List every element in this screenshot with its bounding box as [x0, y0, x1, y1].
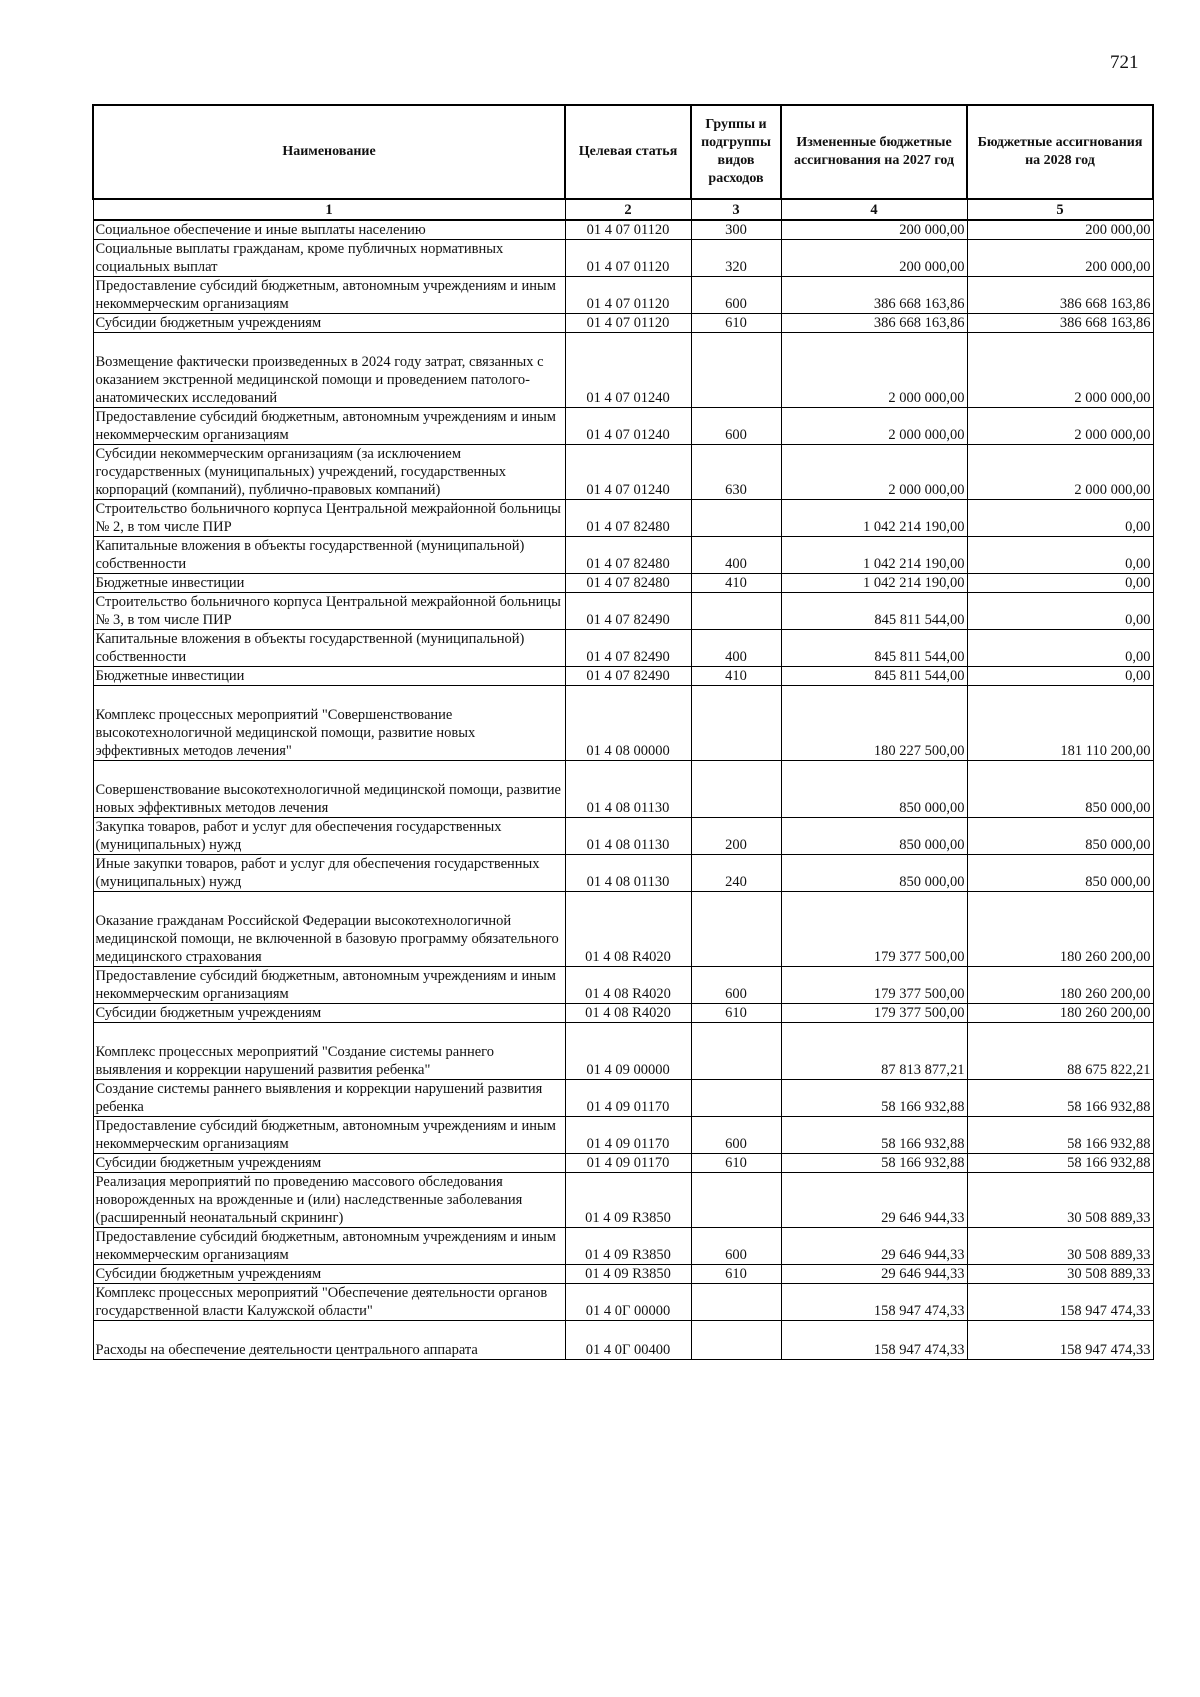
row-group-code: 400 — [691, 537, 781, 574]
row-amount-2028: 180 260 200,00 — [967, 892, 1153, 967]
row-amount-2028: 180 260 200,00 — [967, 967, 1153, 1004]
table-row — [93, 1117, 1153, 1154]
row-amount-2027: 179 377 500,00 — [781, 1004, 967, 1023]
row-name: Бюджетные инвестиции — [93, 667, 565, 686]
row-amount-2028: 58 166 932,88 — [967, 1154, 1153, 1173]
row-amount-2027: 850 000,00 — [781, 855, 967, 892]
row-target-code: 01 4 0Г 00400 — [565, 1321, 691, 1360]
row-target-code: 01 4 07 01240 — [565, 408, 691, 445]
row-name: Оказание гражданам Российской Федерации высокотехнологичной медицинской помощи, не включенной в базовую программу обязательного медицинского страхования — [93, 892, 565, 967]
row-amount-2028: 30 508 889,33 — [967, 1265, 1153, 1284]
row-name: Закупка товаров, работ и услуг для обеспечения государственных (муниципальных) нужд — [93, 818, 565, 855]
row-target-code: 01 4 07 01120 — [565, 277, 691, 314]
row-target-code: 01 4 09 00000 — [565, 1023, 691, 1080]
row-amount-2028: 158 947 474,33 — [967, 1321, 1153, 1360]
header-2027: Измененные бюджетные ассигнования на 2027 год — [781, 105, 967, 199]
row-amount-2028: 2 000 000,00 — [967, 445, 1153, 500]
row-amount-2027: 58 166 932,88 — [781, 1080, 967, 1117]
row-amount-2028: 88 675 822,21 — [967, 1023, 1153, 1080]
row-target-code: 01 4 07 01120 — [565, 314, 691, 333]
row-name: Реализация мероприятий по проведению массового обследования новорожденных на врожденные и (или) наследственные заболевания (расширенный неонатальный скрининг) — [93, 1173, 565, 1228]
row-target-code: 01 4 07 82490 — [565, 630, 691, 667]
column-number: 2 — [565, 199, 691, 220]
row-amount-2028: 58 166 932,88 — [967, 1080, 1153, 1117]
table-row — [93, 1154, 1153, 1173]
table-row — [93, 593, 1153, 630]
table-row — [93, 967, 1153, 1004]
budget-table — [92, 104, 1154, 1360]
row-name: Строительство больничного корпуса Центральной межрайонной больницы № 2, в том числе ПИР — [93, 500, 565, 537]
row-amount-2028: 158 947 474,33 — [967, 1284, 1153, 1321]
row-name: Строительство больничного корпуса Центральной межрайонной больницы № 3, в том числе ПИР — [93, 593, 565, 630]
row-name: Капитальные вложения в объекты государственной (муниципальной) собственности — [93, 537, 565, 574]
row-name: Капитальные вложения в объекты государственной (муниципальной) собственности — [93, 630, 565, 667]
table-row — [93, 1321, 1153, 1360]
row-amount-2027: 180 227 500,00 — [781, 686, 967, 761]
table-row — [93, 445, 1153, 500]
row-name: Комплекс процессных мероприятий "Обеспечение деятельности органов государственной власти Калужской области" — [93, 1284, 565, 1321]
row-amount-2028: 58 166 932,88 — [967, 1117, 1153, 1154]
row-name: Субсидии бюджетным учреждениям — [93, 1154, 565, 1173]
row-amount-2027: 850 000,00 — [781, 761, 967, 818]
row-amount-2027: 2 000 000,00 — [781, 445, 967, 500]
row-name: Субсидии некоммерческим организациям (за исключением государственных (муниципальных) учреждений, государственных корпораций (компаний), публично-правовых компаний) — [93, 445, 565, 500]
row-group-code: 400 — [691, 630, 781, 667]
row-amount-2027: 1 042 214 190,00 — [781, 500, 967, 537]
column-number-row — [93, 199, 1153, 220]
row-amount-2028: 200 000,00 — [967, 240, 1153, 277]
table-row — [93, 277, 1153, 314]
row-group-code: 240 — [691, 855, 781, 892]
row-group-code: 610 — [691, 1154, 781, 1173]
row-amount-2028: 30 508 889,33 — [967, 1173, 1153, 1228]
table-row — [93, 537, 1153, 574]
row-amount-2028: 0,00 — [967, 500, 1153, 537]
row-amount-2027: 1 042 214 190,00 — [781, 537, 967, 574]
row-group-code — [691, 593, 781, 630]
row-name: Субсидии бюджетным учреждениям — [93, 314, 565, 333]
row-target-code: 01 4 08 01130 — [565, 761, 691, 818]
row-amount-2027: 2 000 000,00 — [781, 333, 967, 408]
row-amount-2027: 87 813 877,21 — [781, 1023, 967, 1080]
row-target-code: 01 4 07 82480 — [565, 574, 691, 593]
table-row — [93, 1228, 1153, 1265]
row-target-code: 01 4 08 R4020 — [565, 892, 691, 967]
row-amount-2028: 0,00 — [967, 593, 1153, 630]
row-amount-2027: 158 947 474,33 — [781, 1284, 967, 1321]
row-name: Предоставление субсидий бюджетным, автономным учреждениям и иным некоммерческим организациям — [93, 1117, 565, 1154]
row-amount-2028: 386 668 163,86 — [967, 277, 1153, 314]
row-name: Предоставление субсидий бюджетным, автономным учреждениям и иным некоммерческим организациям — [93, 967, 565, 1004]
table-row — [93, 408, 1153, 445]
row-amount-2027: 58 166 932,88 — [781, 1154, 967, 1173]
table-row — [93, 761, 1153, 818]
row-amount-2028: 180 260 200,00 — [967, 1004, 1153, 1023]
row-target-code: 01 4 08 R4020 — [565, 1004, 691, 1023]
row-name: Комплекс процессных мероприятий "Совершенствование высокотехнологичной медицинской помощи, развитие новых эффективных методов лечения" — [93, 686, 565, 761]
table-row — [93, 314, 1153, 333]
table-row — [93, 855, 1153, 892]
row-amount-2027: 386 668 163,86 — [781, 314, 967, 333]
table-row — [93, 333, 1153, 408]
row-amount-2028: 200 000,00 — [967, 220, 1153, 240]
row-target-code: 01 4 07 01240 — [565, 333, 691, 408]
row-target-code: 01 4 09 R3850 — [565, 1265, 691, 1284]
row-name: Предоставление субсидий бюджетным, автономным учреждениям и иным некоммерческим организациям — [93, 408, 565, 445]
row-group-code — [691, 1080, 781, 1117]
row-name: Создание системы раннего выявления и коррекции нарушений развития ребенка — [93, 1080, 565, 1117]
row-amount-2027: 386 668 163,86 — [781, 277, 967, 314]
row-group-code: 300 — [691, 220, 781, 240]
row-group-code — [691, 761, 781, 818]
row-amount-2028: 0,00 — [967, 630, 1153, 667]
row-amount-2028: 2 000 000,00 — [967, 408, 1153, 445]
table-row — [93, 500, 1153, 537]
row-amount-2027: 845 811 544,00 — [781, 630, 967, 667]
row-amount-2028: 2 000 000,00 — [967, 333, 1153, 408]
row-group-code — [691, 1321, 781, 1360]
row-group-code: 600 — [691, 408, 781, 445]
row-group-code — [691, 333, 781, 408]
row-amount-2027: 179 377 500,00 — [781, 967, 967, 1004]
row-target-code: 01 4 07 01120 — [565, 240, 691, 277]
header-name: Наименование — [93, 105, 565, 199]
column-number: 4 — [781, 199, 967, 220]
row-group-code: 410 — [691, 667, 781, 686]
row-target-code: 01 4 07 01240 — [565, 445, 691, 500]
column-number: 1 — [93, 199, 565, 220]
row-amount-2028: 850 000,00 — [967, 855, 1153, 892]
row-amount-2028: 0,00 — [967, 667, 1153, 686]
row-group-code: 600 — [691, 967, 781, 1004]
row-target-code: 01 4 07 82480 — [565, 537, 691, 574]
row-amount-2027: 158 947 474,33 — [781, 1321, 967, 1360]
row-amount-2027: 179 377 500,00 — [781, 892, 967, 967]
page-number: 721 — [1110, 52, 1139, 73]
header-groups: Группы и подгруппы видов расходов — [691, 105, 781, 199]
row-name: Социальное обеспечение и иные выплаты населению — [93, 220, 565, 240]
header-2028: Бюджетные ассигнования на 2028 год — [967, 105, 1153, 199]
row-amount-2028: 386 668 163,86 — [967, 314, 1153, 333]
table-row — [93, 1173, 1153, 1228]
row-amount-2027: 29 646 944,33 — [781, 1173, 967, 1228]
table-row — [93, 667, 1153, 686]
row-target-code: 01 4 07 01120 — [565, 220, 691, 240]
table-row — [93, 630, 1153, 667]
table-row — [93, 220, 1153, 240]
table-row — [93, 1080, 1153, 1117]
column-number: 3 — [691, 199, 781, 220]
row-amount-2027: 29 646 944,33 — [781, 1228, 967, 1265]
row-group-code — [691, 686, 781, 761]
column-number: 5 — [967, 199, 1153, 220]
table-row — [93, 818, 1153, 855]
table-row — [93, 1284, 1153, 1321]
row-group-code: 600 — [691, 277, 781, 314]
row-target-code: 01 4 08 00000 — [565, 686, 691, 761]
table-row — [93, 574, 1153, 593]
row-name: Расходы на обеспечение деятельности центрального аппарата — [93, 1321, 565, 1360]
row-amount-2027: 845 811 544,00 — [781, 593, 967, 630]
row-target-code: 01 4 07 82490 — [565, 667, 691, 686]
row-group-code: 610 — [691, 314, 781, 333]
row-amount-2028: 850 000,00 — [967, 761, 1153, 818]
row-target-code: 01 4 07 82480 — [565, 500, 691, 537]
row-group-code — [691, 1284, 781, 1321]
row-target-code: 01 4 09 01170 — [565, 1117, 691, 1154]
row-group-code — [691, 1023, 781, 1080]
row-amount-2028: 181 110 200,00 — [967, 686, 1153, 761]
row-amount-2028: 0,00 — [967, 574, 1153, 593]
row-target-code: 01 4 09 R3850 — [565, 1228, 691, 1265]
row-group-code: 630 — [691, 445, 781, 500]
row-target-code: 01 4 07 82490 — [565, 593, 691, 630]
row-name: Иные закупки товаров, работ и услуг для обеспечения государственных (муниципальных) нужд — [93, 855, 565, 892]
row-name: Предоставление субсидий бюджетным, автономным учреждениям и иным некоммерческим организациям — [93, 277, 565, 314]
row-amount-2027: 29 646 944,33 — [781, 1265, 967, 1284]
row-name: Бюджетные инвестиции — [93, 574, 565, 593]
row-group-code — [691, 892, 781, 967]
row-target-code: 01 4 09 01170 — [565, 1080, 691, 1117]
table-row — [93, 240, 1153, 277]
row-name: Совершенствование высокотехнологичной медицинской помощи, развитие новых эффективных методов лечения — [93, 761, 565, 818]
row-group-code: 600 — [691, 1228, 781, 1265]
row-group-code: 610 — [691, 1004, 781, 1023]
row-name: Комплекс процессных мероприятий "Создание системы раннего выявления и коррекции нарушений развития ребенка" — [93, 1023, 565, 1080]
table-row — [93, 686, 1153, 761]
table-row — [93, 892, 1153, 967]
row-group-code: 600 — [691, 1117, 781, 1154]
row-target-code: 01 4 08 R4020 — [565, 967, 691, 1004]
row-amount-2027: 200 000,00 — [781, 220, 967, 240]
row-amount-2027: 200 000,00 — [781, 240, 967, 277]
row-target-code: 01 4 09 R3850 — [565, 1173, 691, 1228]
row-name: Субсидии бюджетным учреждениям — [93, 1004, 565, 1023]
row-target-code: 01 4 09 01170 — [565, 1154, 691, 1173]
row-amount-2027: 845 811 544,00 — [781, 667, 967, 686]
row-group-code: 410 — [691, 574, 781, 593]
row-target-code: 01 4 0Г 00000 — [565, 1284, 691, 1321]
table-row — [93, 1023, 1153, 1080]
row-amount-2027: 58 166 932,88 — [781, 1117, 967, 1154]
row-group-code: 320 — [691, 240, 781, 277]
row-name: Субсидии бюджетным учреждениям — [93, 1265, 565, 1284]
row-amount-2027: 850 000,00 — [781, 818, 967, 855]
row-amount-2028: 850 000,00 — [967, 818, 1153, 855]
row-name: Социальные выплаты гражданам, кроме публичных нормативных социальных выплат — [93, 240, 565, 277]
header-row — [93, 105, 1153, 199]
row-group-code: 610 — [691, 1265, 781, 1284]
row-name: Предоставление субсидий бюджетным, автономным учреждениям и иным некоммерческим организациям — [93, 1228, 565, 1265]
table-row — [93, 1265, 1153, 1284]
row-amount-2027: 2 000 000,00 — [781, 408, 967, 445]
row-amount-2027: 1 042 214 190,00 — [781, 574, 967, 593]
header-target: Целевая статья — [565, 105, 691, 199]
row-target-code: 01 4 08 01130 — [565, 818, 691, 855]
row-group-code — [691, 500, 781, 537]
row-amount-2028: 30 508 889,33 — [967, 1228, 1153, 1265]
row-group-code: 200 — [691, 818, 781, 855]
row-target-code: 01 4 08 01130 — [565, 855, 691, 892]
row-amount-2028: 0,00 — [967, 537, 1153, 574]
row-group-code — [691, 1173, 781, 1228]
row-name: Возмещение фактически произведенных в 2024 году затрат, связанных с оказанием экстренной медицинской помощи и проведением патолого-анатомических исследований — [93, 333, 565, 408]
table-row — [93, 1004, 1153, 1023]
